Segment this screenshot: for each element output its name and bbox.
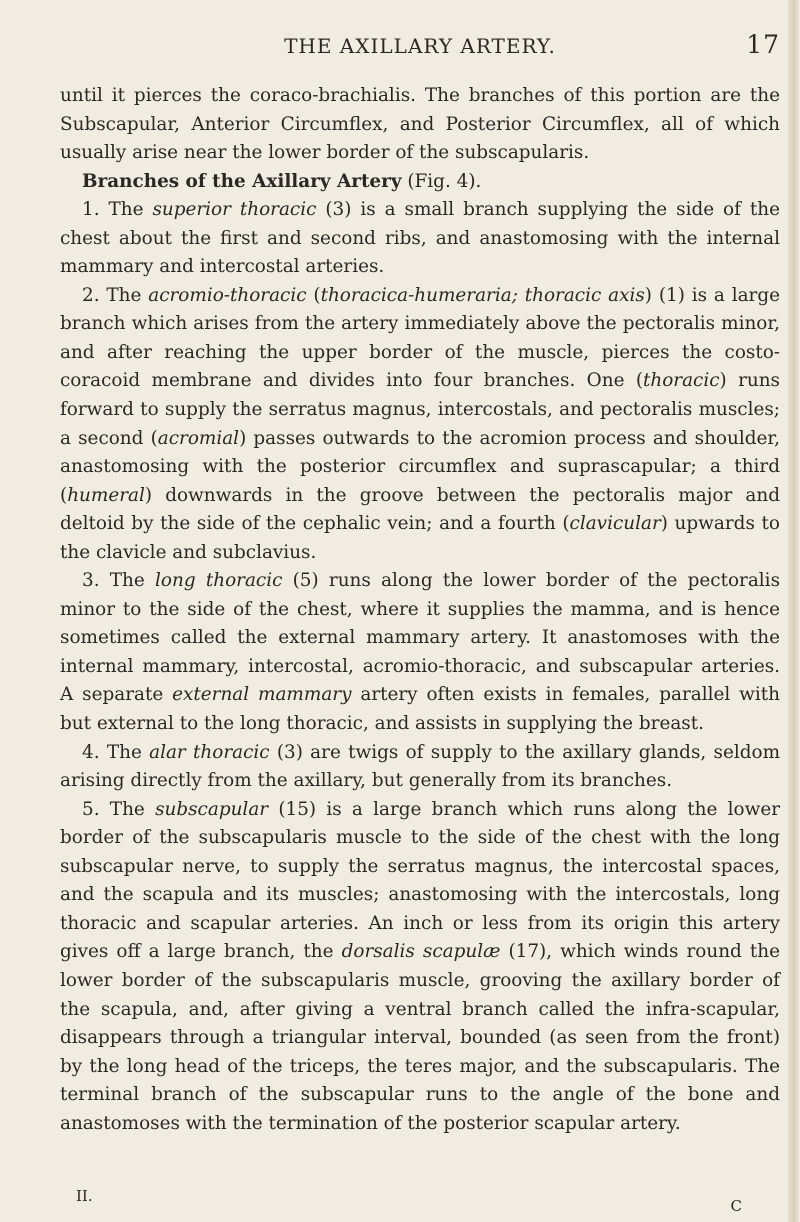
page-edge [788,0,800,1222]
section-heading-bold: Branches of the Axillary Artery [82,170,402,192]
emphasis-term: subscapular [155,798,269,820]
page-footer [60,1187,780,1215]
intro-paragraph: until it pierces the coraco-brachialis. The branches of this portion are the Subscapular, Anterior Circumflex, and Posterior Circumflex, all of which usually arise near the lower border of the subscapularis. [60,85,780,164]
text-run: (3) is a small branch supplying the side of the chest about the first and second ribs, and anastomosing with the internal mammary and intercostal arteries. [60,199,780,278]
signature-mark: II. [76,1187,93,1205]
text-run: ) passes outwards to the acromion process and shoulder, anastomosing with the posterior circumflex and suprascapular; a third ( [60,427,780,506]
emphasis-term: thoracica-humeraria; thoracic axis [320,284,645,306]
text-run: 5. The [82,798,156,820]
emphasis-term: clavicular [569,513,661,535]
text-run: ) runs forward to supply the serratus magnus, intercostals, and pectoralis muscles; a second ( [60,370,780,449]
body-text [60,82,780,1138]
text-run: artery often exists in females, parallel with but external to the long thoracic, and assists in supplying the breast. [60,684,780,735]
text-run: 1. The [82,199,153,221]
emphasis-term: alar thoracic [149,741,270,763]
section-heading-figref: (Fig. 4). [401,170,482,192]
emphasis-term: long thoracic [155,570,283,592]
paragraph-acromio-thoracic [60,282,780,567]
text-run: (15) is a large branch which runs along the lower border of the subscapularis muscle to the side of the chest with the long subscapular nerve, to supply the serratus magnus, the intercostal spaces, and the scapula and its muscles; anastomosing with the intercostals, long thoracic and scapular arteries. An inch or less from its origin this artery gives off a large branch, the [60,798,781,963]
text-run: 2. The [82,284,149,306]
text-run: (17), which winds round the lower border of the subscapularis muscle, grooving the axillary border of the scapula, and, after giving a ventral branch called the infra-scapular, disappears through a triangular interval, bounded (as seen from the front) by the long head of the triceps, the teres major, and the subscapularis. The terminal branch of the subscapular runs to the angle of the bone and anastomoses with the termination of the posterior scapular artery. [60,941,781,1134]
text-run: ( [306,284,321,306]
emphasis-term: thoracic [643,370,720,392]
text-run: (5) runs along the lower border of the pectoralis minor to the side of the chest, where it supplies the mamma, and is hence sometimes called the external mammary artery. It anastomoses with the internal mammary, intercostal, acromio-thoracic, and subscapular arteries. A separate [60,570,781,706]
section-heading [60,168,780,197]
text-run: ) (1) is a large branch which arises from the artery immediately above the pectoralis minor, and after reaching the upper border of the muscle, pierces the costo-coracoid membrane and divides into four branches. One ( [60,284,781,392]
emphasis-term: dorsalis scapulæ [341,941,501,963]
paragraph-subscapular [60,796,780,1139]
text-run: ) downwards in the groove between the pectoralis major and deltoid by the side of the cephalic vein; and a fourth ( [60,484,780,535]
text-run: ) upwards to the clavicle and subclavius. [60,513,780,563]
emphasis-term: humeral [67,484,145,506]
text-run: 3. The [82,570,156,592]
emphasis-term: acromio-thoracic [148,284,307,306]
paragraph-long-thoracic [60,567,780,738]
text-run: (3) are twigs of supply to the axillary glands, seldom arising directly from the axillary, but generally from its branches. [60,741,781,792]
paragraph-superior-thoracic [60,196,780,282]
page-number: 17 [746,30,780,59]
emphasis-term: acromial [157,427,240,449]
page-header [60,30,780,62]
catchword: C [730,1197,742,1215]
text-run: 4. The [82,741,150,763]
paragraph-alar-thoracic [60,739,780,796]
emphasis-term: superior thoracic [152,199,317,221]
emphasis-term: external mammary [172,684,352,706]
running-title: THE AXILLARY ARTERY. [284,34,556,58]
